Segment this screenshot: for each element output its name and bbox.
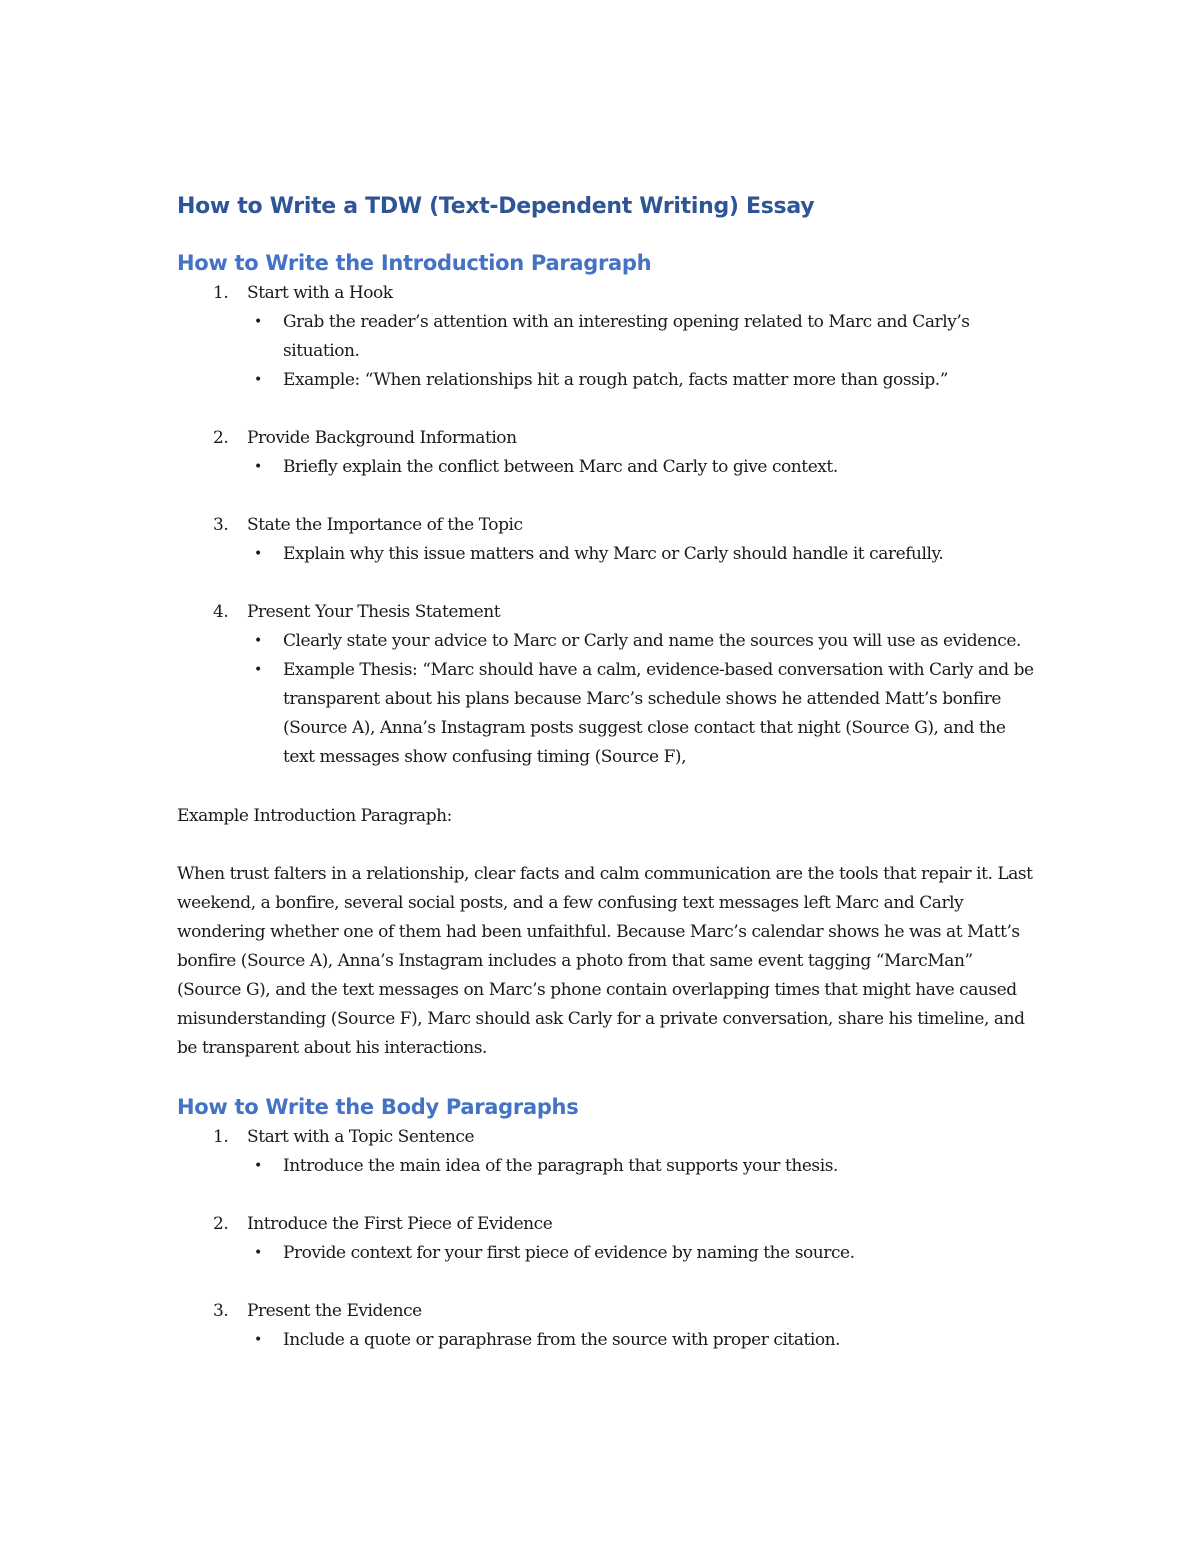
body-step <box>177 1210 1037 1268</box>
intro-steps-list <box>177 279 1037 772</box>
step-label: Introduce the First Piece of Evidence <box>247 1214 553 1234</box>
bullet-text: Example Thesis: “Marc should have a calm, evidence-based conversation with Carly and be transparent about his plans because Marc’s schedule shows he attended Matt’s bonfire (Source A), Anna’s Instagram posts suggest close contact that night (Source G), and the text messages show confusing timing (Source F), <box>283 660 1034 767</box>
intro-step <box>177 511 1037 569</box>
step-number: 4. <box>213 602 229 622</box>
bullet-icon: • <box>254 372 262 388</box>
bullet-text: Grab the reader’s attention with an interesting opening related to Marc and Carly’s situation. <box>283 312 970 361</box>
example-intro-paragraph: When trust falters in a relationship, clear facts and calm communication are the tools that repair it. Last weekend, a bonfire, several social posts, and a few confusing text messages left Marc and Carly wondering whether one of them had been unfaithful. Because Marc’s calendar shows he was at Matt’s bonfire (Source A), Anna’s Instagram includes a photo from that same event tagging “MarcMan” (Source G), and the text messages on Marc’s phone contain overlapping times that might have caused misunderstanding (Source F), Marc should ask Carly for a private conversation, share his timeline, and be transparent about his interactions. <box>177 864 1033 1058</box>
bullet-icon: • <box>254 662 262 678</box>
bullet-item <box>177 453 1037 482</box>
bullet-item <box>177 1152 1037 1181</box>
step-bullets <box>177 540 1037 569</box>
bullet-item <box>177 627 1037 656</box>
step-bullets <box>177 308 1037 395</box>
bullet-text: Explain why this issue matters and why Marc or Carly should handle it carefully. <box>283 544 944 564</box>
bullet-icon: • <box>254 459 262 475</box>
bullet-text: Clearly state your advice to Marc or Carly and name the sources you will use as evidence. <box>283 631 1021 651</box>
step-label: Present Your Thesis Statement <box>247 602 501 622</box>
intro-step <box>177 598 1037 772</box>
step-bullets <box>177 1239 1037 1268</box>
step-bullets <box>177 1326 1037 1355</box>
example-intro-label: Example Introduction Paragraph: <box>177 806 452 826</box>
step-label: Present the Evidence <box>247 1301 422 1321</box>
bullet-text: Briefly explain the conflict between Marc and Carly to give context. <box>283 457 838 477</box>
bullet-icon: • <box>254 1332 262 1348</box>
bullet-icon: • <box>254 1158 262 1174</box>
intro-section-heading: How to Write the Introduction Paragraph <box>177 251 652 275</box>
bullet-icon: • <box>254 1245 262 1261</box>
document-content <box>177 190 1037 1355</box>
bullet-text: Provide context for your first piece of evidence by naming the source. <box>283 1243 855 1263</box>
bullet-icon: • <box>254 633 262 649</box>
bullet-item <box>177 308 1037 366</box>
body-section-heading: How to Write the Body Paragraphs <box>177 1095 579 1119</box>
bullet-item <box>177 540 1037 569</box>
bullet-icon: • <box>254 314 262 330</box>
document-title: How to Write a TDW (Text-Dependent Writing) Essay <box>177 194 815 219</box>
bullet-item <box>177 1326 1037 1355</box>
bullet-text: Include a quote or paraphrase from the source with proper citation. <box>283 1330 841 1350</box>
body-step <box>177 1123 1037 1181</box>
step-label: Start with a Hook <box>247 283 393 303</box>
bullet-icon: • <box>254 546 262 562</box>
step-number: 3. <box>213 515 229 535</box>
step-label: Provide Background Information <box>247 428 517 448</box>
step-number: 2. <box>213 1214 229 1234</box>
step-bullets <box>177 1152 1037 1181</box>
body-steps-list <box>177 1123 1037 1355</box>
bullet-text: Example: “When relationships hit a rough patch, facts matter more than gossip.” <box>283 370 948 390</box>
bullet-item <box>177 656 1037 772</box>
intro-step <box>177 424 1037 482</box>
step-bullets <box>177 627 1037 772</box>
bullet-item <box>177 1239 1037 1268</box>
step-number: 1. <box>213 1127 229 1147</box>
intro-step <box>177 279 1037 395</box>
step-number: 3. <box>213 1301 229 1321</box>
step-label: Start with a Topic Sentence <box>247 1127 475 1147</box>
step-number: 1. <box>213 283 229 303</box>
step-label: State the Importance of the Topic <box>247 515 523 535</box>
step-bullets <box>177 453 1037 482</box>
step-number: 2. <box>213 428 229 448</box>
bullet-text: Introduce the main idea of the paragraph that supports your thesis. <box>283 1156 838 1176</box>
body-step <box>177 1297 1037 1355</box>
bullet-item <box>177 366 1037 395</box>
